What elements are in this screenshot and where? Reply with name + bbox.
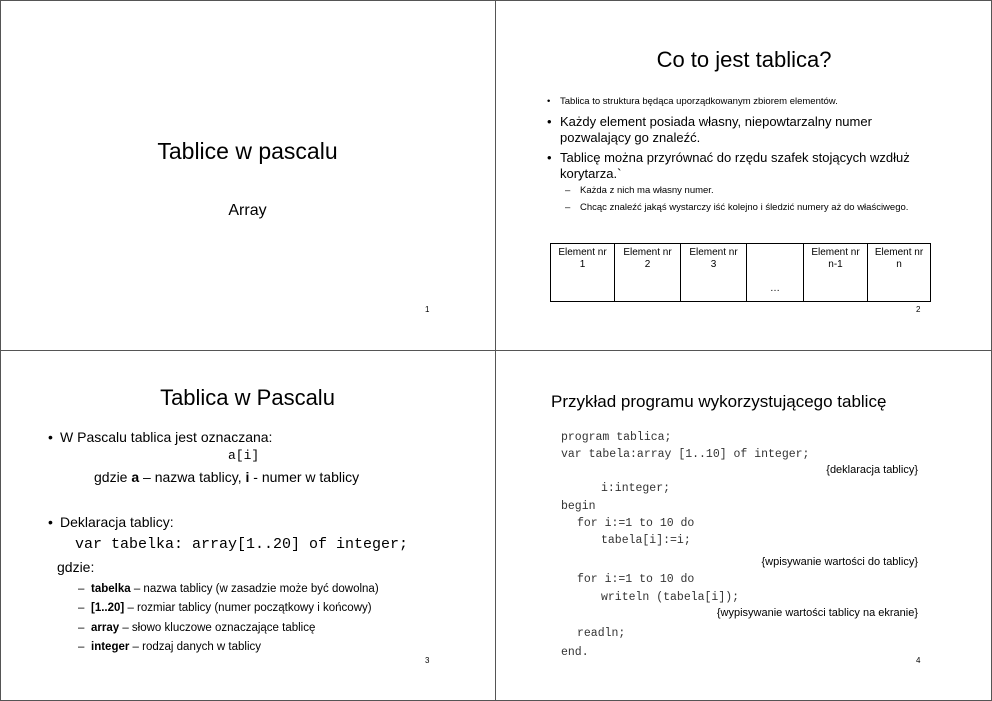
table-cell-ellipsis: … — [747, 244, 804, 302]
table-cell: Element nr 2 — [615, 244, 681, 302]
bullet-text: W Pascalu tablica jest oznaczana: — [60, 429, 273, 445]
table-cell: Element nr 1 — [551, 244, 615, 302]
sub-bullet-item: – tabelka – nazwa tablicy (w zasadzie może być dowolna) — [78, 583, 379, 595]
bullet-item — [547, 96, 940, 107]
bullet-item — [48, 514, 174, 530]
code-line: for i:=1 to 10 do — [577, 573, 695, 586]
code-line: begin — [561, 500, 596, 513]
sub-bullet-text: Chcąc znaleźć jakąś wystarczy iść kolejno i śledzić numery aż do właściwego. — [580, 202, 909, 213]
bullet-dot: • — [547, 114, 552, 129]
slide-3-title: Tablica w Pascalu — [160, 385, 335, 410]
slide-3-page-number: 3 — [425, 656, 430, 665]
slide-1 — [0, 0, 495, 350]
elements-table — [550, 243, 931, 302]
dash-marker: – — [565, 185, 571, 196]
slide-4-title: Przykład programu wykorzystującego tablicę — [551, 392, 887, 411]
dash-marker: – — [78, 641, 85, 653]
bullet-item — [547, 114, 940, 146]
table-cell: Element nr n — [868, 244, 931, 302]
sub-bullet-item — [565, 184, 940, 197]
code-comment: {deklaracja tablicy} — [826, 464, 918, 476]
array-notation: a[i] — [228, 448, 260, 463]
sub-bullet-text: Każda z nich ma własny numer. — [580, 185, 714, 196]
sub-bullet-item: – [1..20] – rozmiar tablicy (numer początkowy i końcowy) — [78, 602, 372, 614]
table-cell: Element nr 3 — [681, 244, 747, 302]
dash-marker: – — [78, 622, 85, 634]
bullet-text: Tablicę można przyrównać do rzędu szafek stojących wzdłuż korytarza.` — [560, 150, 910, 181]
code-line: readln; — [577, 627, 626, 640]
slide-4-page-number: 4 — [916, 656, 921, 665]
table-row — [551, 244, 931, 302]
declaration-code: var tabelka: array[1..20] of integer; — [75, 536, 409, 553]
code-line: i:integer; — [601, 482, 671, 495]
bullet-dot: • — [48, 429, 53, 445]
slide-1-title: Tablice w pascalu — [157, 138, 338, 164]
dash-marker: – — [78, 602, 85, 614]
dash-marker: – — [565, 202, 571, 213]
sub-bullet-item — [565, 201, 940, 214]
slide-1-subtitle: Array — [228, 202, 267, 219]
code-comment: {wypisywanie wartości tablicy na ekranie} — [716, 607, 918, 619]
dash-marker: – — [78, 583, 85, 595]
slide-2-title: Co to jest tablica? — [656, 47, 832, 72]
bullet-item — [48, 429, 273, 445]
sub-bullet-item: – integer – rodzaj danych w tablicy — [78, 641, 262, 653]
code-line: for i:=1 to 10 do — [577, 517, 695, 530]
bullet-text: Deklaracja tablicy: — [60, 514, 174, 530]
slide-2 — [496, 0, 992, 350]
code-line: program tablica; — [561, 431, 672, 444]
code-line: writeln (tabela[i]); — [601, 591, 740, 604]
bullet-item — [547, 150, 940, 182]
code-line: tabela[i]:=i; — [601, 534, 691, 547]
sub-bullet-item: – array – słowo kluczowe oznaczające tablicę — [78, 622, 316, 634]
code-line: var tabela:array [1..10] of integer; — [561, 448, 810, 461]
bullet-text: Tablica to struktura będąca uporządkowanym zbiorem elementów. — [560, 96, 838, 107]
bullet-text: Każdy element posiada własny, niepowtarzalny numer pozwalający go znaleźć. — [560, 114, 872, 145]
code-line: end. — [561, 646, 589, 659]
notation-explanation: gdzie a – nazwa tablicy, i - numer w tablicy — [94, 469, 360, 485]
bullet-dot: • — [547, 96, 551, 107]
bullet-dot: • — [547, 150, 552, 165]
slide-3 — [0, 351, 495, 701]
slide-1-page-number: 1 — [425, 305, 430, 314]
slide-2-page-number: 2 — [916, 305, 921, 314]
code-comment: {wpisywanie wartości do tablicy} — [761, 556, 918, 568]
where-label: gdzie: — [57, 559, 95, 575]
table-cell: Element nr n-1 — [804, 244, 868, 302]
bullet-dot: • — [48, 514, 53, 530]
slide-4 — [496, 351, 992, 701]
